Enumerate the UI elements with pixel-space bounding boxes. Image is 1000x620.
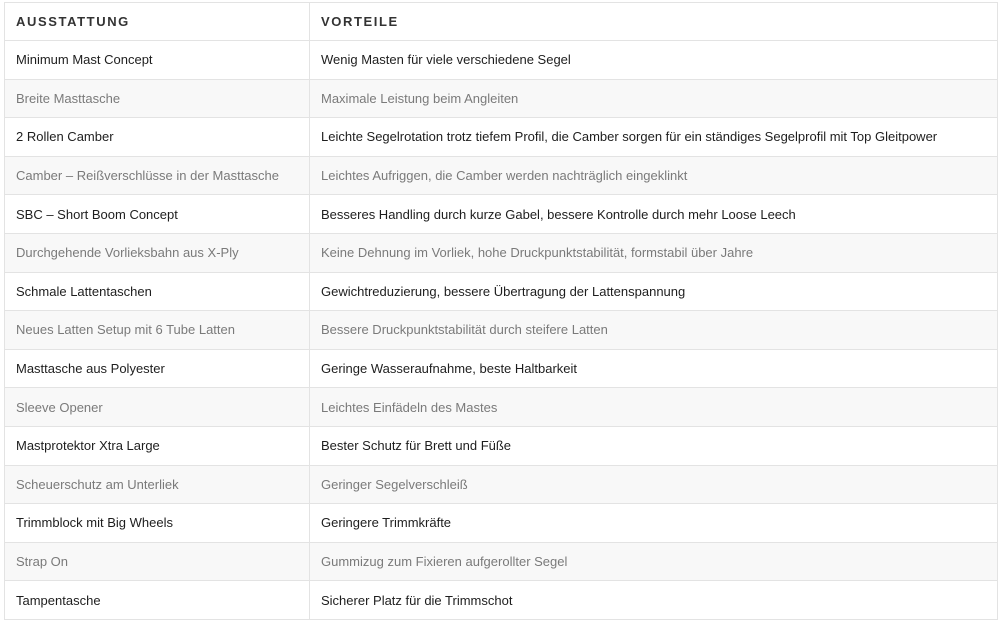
features-table bbox=[4, 2, 998, 620]
feature-cell: Camber – Reißverschlüsse in der Masttasche bbox=[5, 156, 310, 195]
feature-cell: Trimmblock mit Big Wheels bbox=[5, 504, 310, 543]
table-row bbox=[5, 156, 998, 195]
benefit-cell: Geringer Segelverschleiß bbox=[310, 465, 998, 504]
table-row bbox=[5, 349, 998, 388]
benefit-cell: Sicherer Platz für die Trimmschot bbox=[310, 581, 998, 620]
benefit-cell: Leichte Segelrotation trotz tiefem Profil, die Camber sorgen für ein ständiges Segelprofil mit Top Gleitpower bbox=[310, 118, 998, 157]
benefit-cell: Maximale Leistung beim Angleiten bbox=[310, 79, 998, 118]
benefit-cell: Geringere Trimmkräfte bbox=[310, 504, 998, 543]
benefit-cell: Leichtes Einfädeln des Mastes bbox=[310, 388, 998, 427]
feature-cell: Sleeve Opener bbox=[5, 388, 310, 427]
feature-cell: Minimum Mast Concept bbox=[5, 41, 310, 80]
benefit-cell: Besseres Handling durch kurze Gabel, bessere Kontrolle durch mehr Loose Leech bbox=[310, 195, 998, 234]
feature-cell: Mastprotektor Xtra Large bbox=[5, 426, 310, 465]
table-row bbox=[5, 272, 998, 311]
benefit-cell: Keine Dehnung im Vorliek, hohe Druckpunktstabilität, formstabil über Jahre bbox=[310, 233, 998, 272]
benefit-cell: Geringe Wasseraufnahme, beste Haltbarkeit bbox=[310, 349, 998, 388]
benefit-cell: Bester Schutz für Brett und Füße bbox=[310, 426, 998, 465]
table-row bbox=[5, 465, 998, 504]
feature-cell: Schmale Lattentaschen bbox=[5, 272, 310, 311]
features-table-container bbox=[4, 2, 997, 620]
table-row bbox=[5, 581, 998, 620]
feature-cell: Tampentasche bbox=[5, 581, 310, 620]
table-row bbox=[5, 79, 998, 118]
benefit-cell: Leichtes Aufriggen, die Camber werden nachträglich eingeklinkt bbox=[310, 156, 998, 195]
table-row bbox=[5, 542, 998, 581]
feature-cell: Masttasche aus Polyester bbox=[5, 349, 310, 388]
header-ausstattung: AUSSTATTUNG bbox=[5, 3, 310, 41]
table-row bbox=[5, 426, 998, 465]
table-row bbox=[5, 233, 998, 272]
header-vorteile: VORTEILE bbox=[310, 3, 998, 41]
table-row bbox=[5, 118, 998, 157]
feature-cell: Durchgehende Vorlieksbahn aus X-Ply bbox=[5, 233, 310, 272]
feature-cell: SBC – Short Boom Concept bbox=[5, 195, 310, 234]
benefit-cell: Gummizug zum Fixieren aufgerollter Segel bbox=[310, 542, 998, 581]
table-row bbox=[5, 388, 998, 427]
benefit-cell: Bessere Druckpunktstabilität durch steifere Latten bbox=[310, 311, 998, 350]
table-row bbox=[5, 195, 998, 234]
benefit-cell: Wenig Masten für viele verschiedene Segel bbox=[310, 41, 998, 80]
feature-cell: Breite Masttasche bbox=[5, 79, 310, 118]
feature-cell: Scheuerschutz am Unterliek bbox=[5, 465, 310, 504]
feature-cell: Strap On bbox=[5, 542, 310, 581]
table-header-row bbox=[5, 3, 998, 41]
feature-cell: Neues Latten Setup mit 6 Tube Latten bbox=[5, 311, 310, 350]
feature-cell: 2 Rollen Camber bbox=[5, 118, 310, 157]
table-row bbox=[5, 504, 998, 543]
table-row bbox=[5, 311, 998, 350]
table-row bbox=[5, 41, 998, 80]
benefit-cell: Gewichtreduzierung, bessere Übertragung der Lattenspannung bbox=[310, 272, 998, 311]
